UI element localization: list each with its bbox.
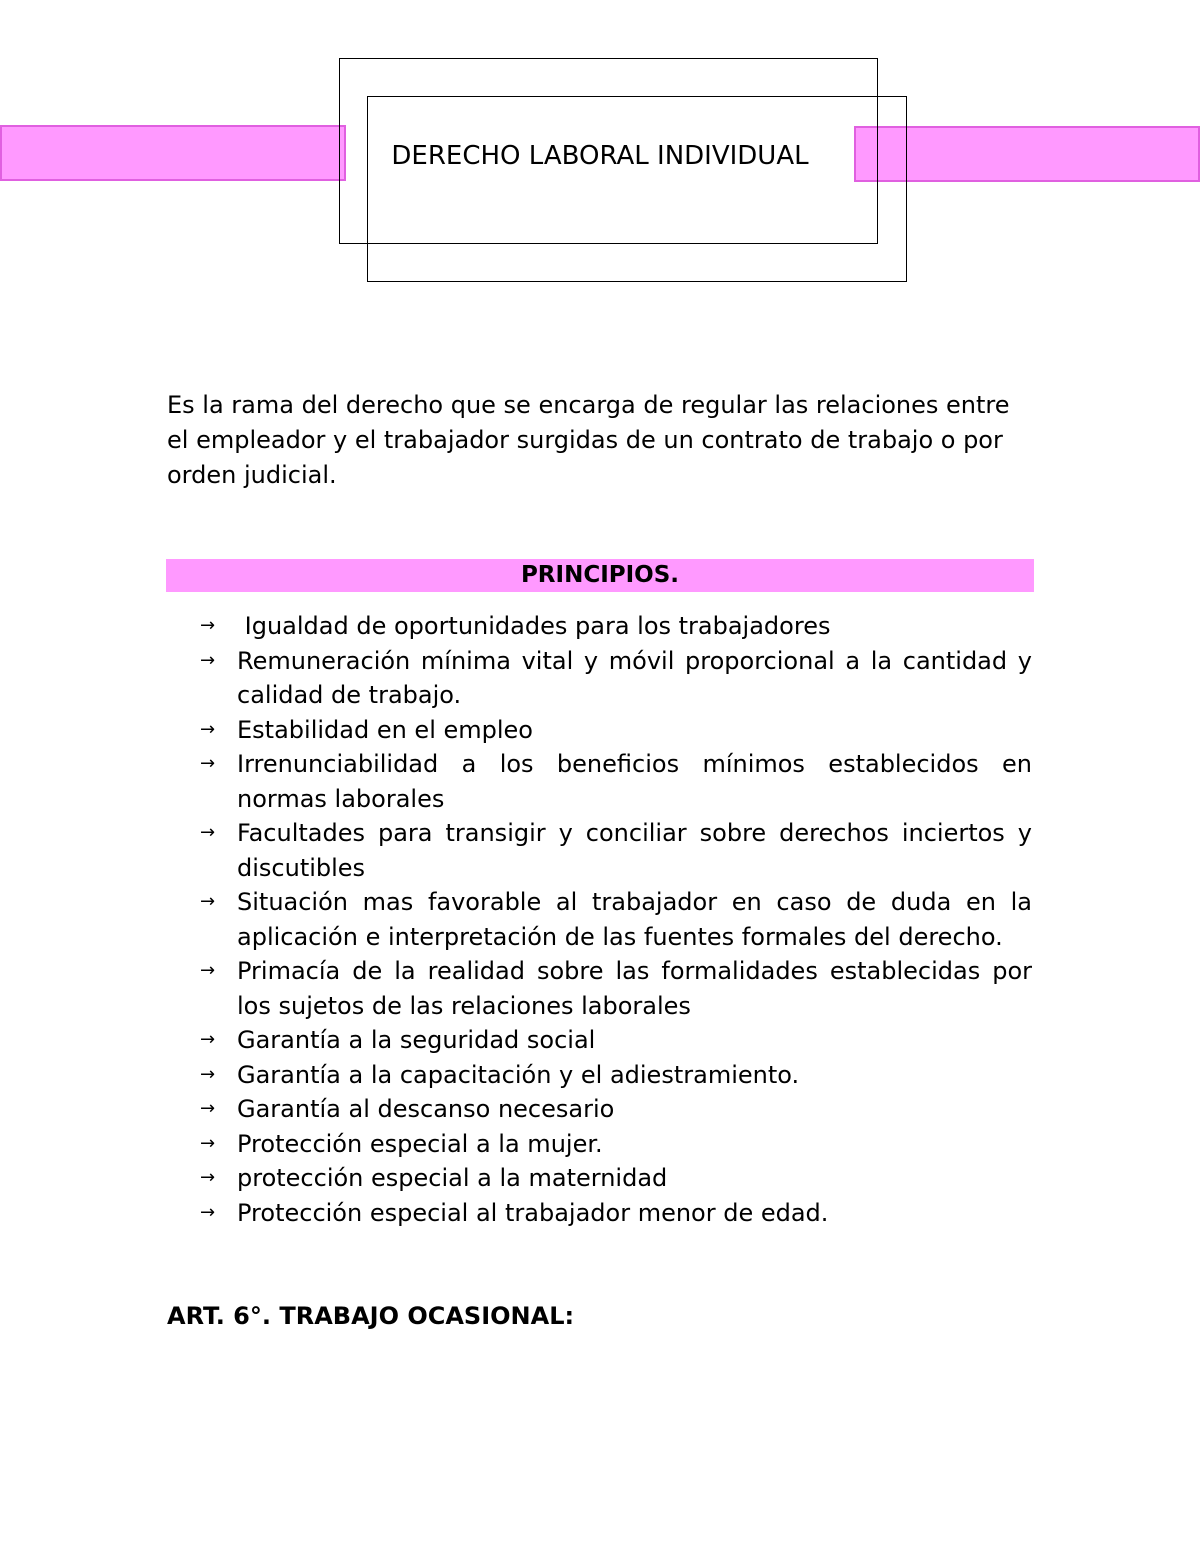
- principle-item: [166, 1092, 1032, 1127]
- arrow-right-icon: →: [200, 1167, 216, 1188]
- arrow-right-icon: →: [200, 822, 216, 843]
- principle-item: [166, 816, 1032, 885]
- principle-text: Protección especial a la mujer.: [237, 1129, 603, 1158]
- principle-item: [166, 954, 1032, 1023]
- principle-item: [166, 1023, 1032, 1058]
- title-band-left: [0, 125, 346, 181]
- arrow-right-icon: →: [200, 753, 216, 774]
- document-title: DERECHO LABORAL INDIVIDUAL: [391, 141, 809, 171]
- article-heading: ART. 6°. TRABAJO OCASIONAL:: [167, 1302, 575, 1330]
- arrow-right-icon: →: [200, 615, 216, 636]
- arrow-right-icon: →: [200, 649, 216, 671]
- principle-text: Situación mas favorable al trabajador en caso de duda en la aplicación e interpretación de las fuentes formales del derecho.: [237, 888, 1032, 951]
- principle-text: Garantía a la seguridad social: [237, 1026, 596, 1054]
- principles-list: [166, 609, 1032, 1230]
- principle-item: [166, 1196, 1032, 1231]
- intro-paragraph: Es la rama del derecho que se encarga de regular las relaciones entre el empleador y el trabajador surgidas de un contrato de trabajo o por orden judicial.: [167, 391, 1010, 489]
- principle-text: Primacía de la realidad sobre las formalidades establecidas por los sujetos de las relaciones laborales: [237, 957, 1032, 1020]
- principle-item: [166, 609, 1032, 644]
- principle-item: [166, 644, 1032, 713]
- principle-item: [166, 747, 1032, 816]
- arrow-right-icon: →: [200, 1201, 216, 1223]
- principle-item: [166, 1161, 1032, 1196]
- title-frame-front: [367, 96, 907, 282]
- arrow-right-icon: →: [200, 1132, 216, 1154]
- principle-text: Remuneración mínima vital y móvil proporcional a la cantidad y calidad de trabajo.: [237, 646, 1032, 709]
- principle-item: [166, 1127, 1032, 1162]
- arrow-right-icon: →: [200, 718, 216, 740]
- principles-heading: PRINCIPIOS.: [166, 559, 1034, 592]
- principle-item: [166, 713, 1032, 748]
- principle-text: Protección especial al trabajador menor de edad.: [237, 1198, 829, 1227]
- principle-text: protección especial a la maternidad: [237, 1164, 668, 1192]
- principle-text: Irrenunciabilidad a los beneficios mínimos establecidos en normas laborales: [237, 750, 1032, 813]
- principle-text: Estabilidad en el empleo: [237, 715, 533, 744]
- principle-text: Garantía al descanso necesario: [237, 1095, 615, 1123]
- principle-text: Igualdad de oportunidades para los trabajadores: [237, 612, 831, 640]
- principle-item: [166, 1058, 1032, 1093]
- principle-item: [166, 885, 1032, 954]
- principle-text: Garantía a la capacitación y el adiestramiento.: [237, 1060, 800, 1089]
- principle-text: Facultades para transigir y conciliar sobre derechos inciertos y discutibles: [237, 819, 1032, 882]
- arrow-right-icon: →: [200, 960, 216, 981]
- arrow-right-icon: →: [200, 1098, 216, 1119]
- arrow-right-icon: →: [200, 1029, 216, 1050]
- arrow-right-icon: →: [200, 891, 216, 912]
- arrow-right-icon: →: [200, 1063, 216, 1085]
